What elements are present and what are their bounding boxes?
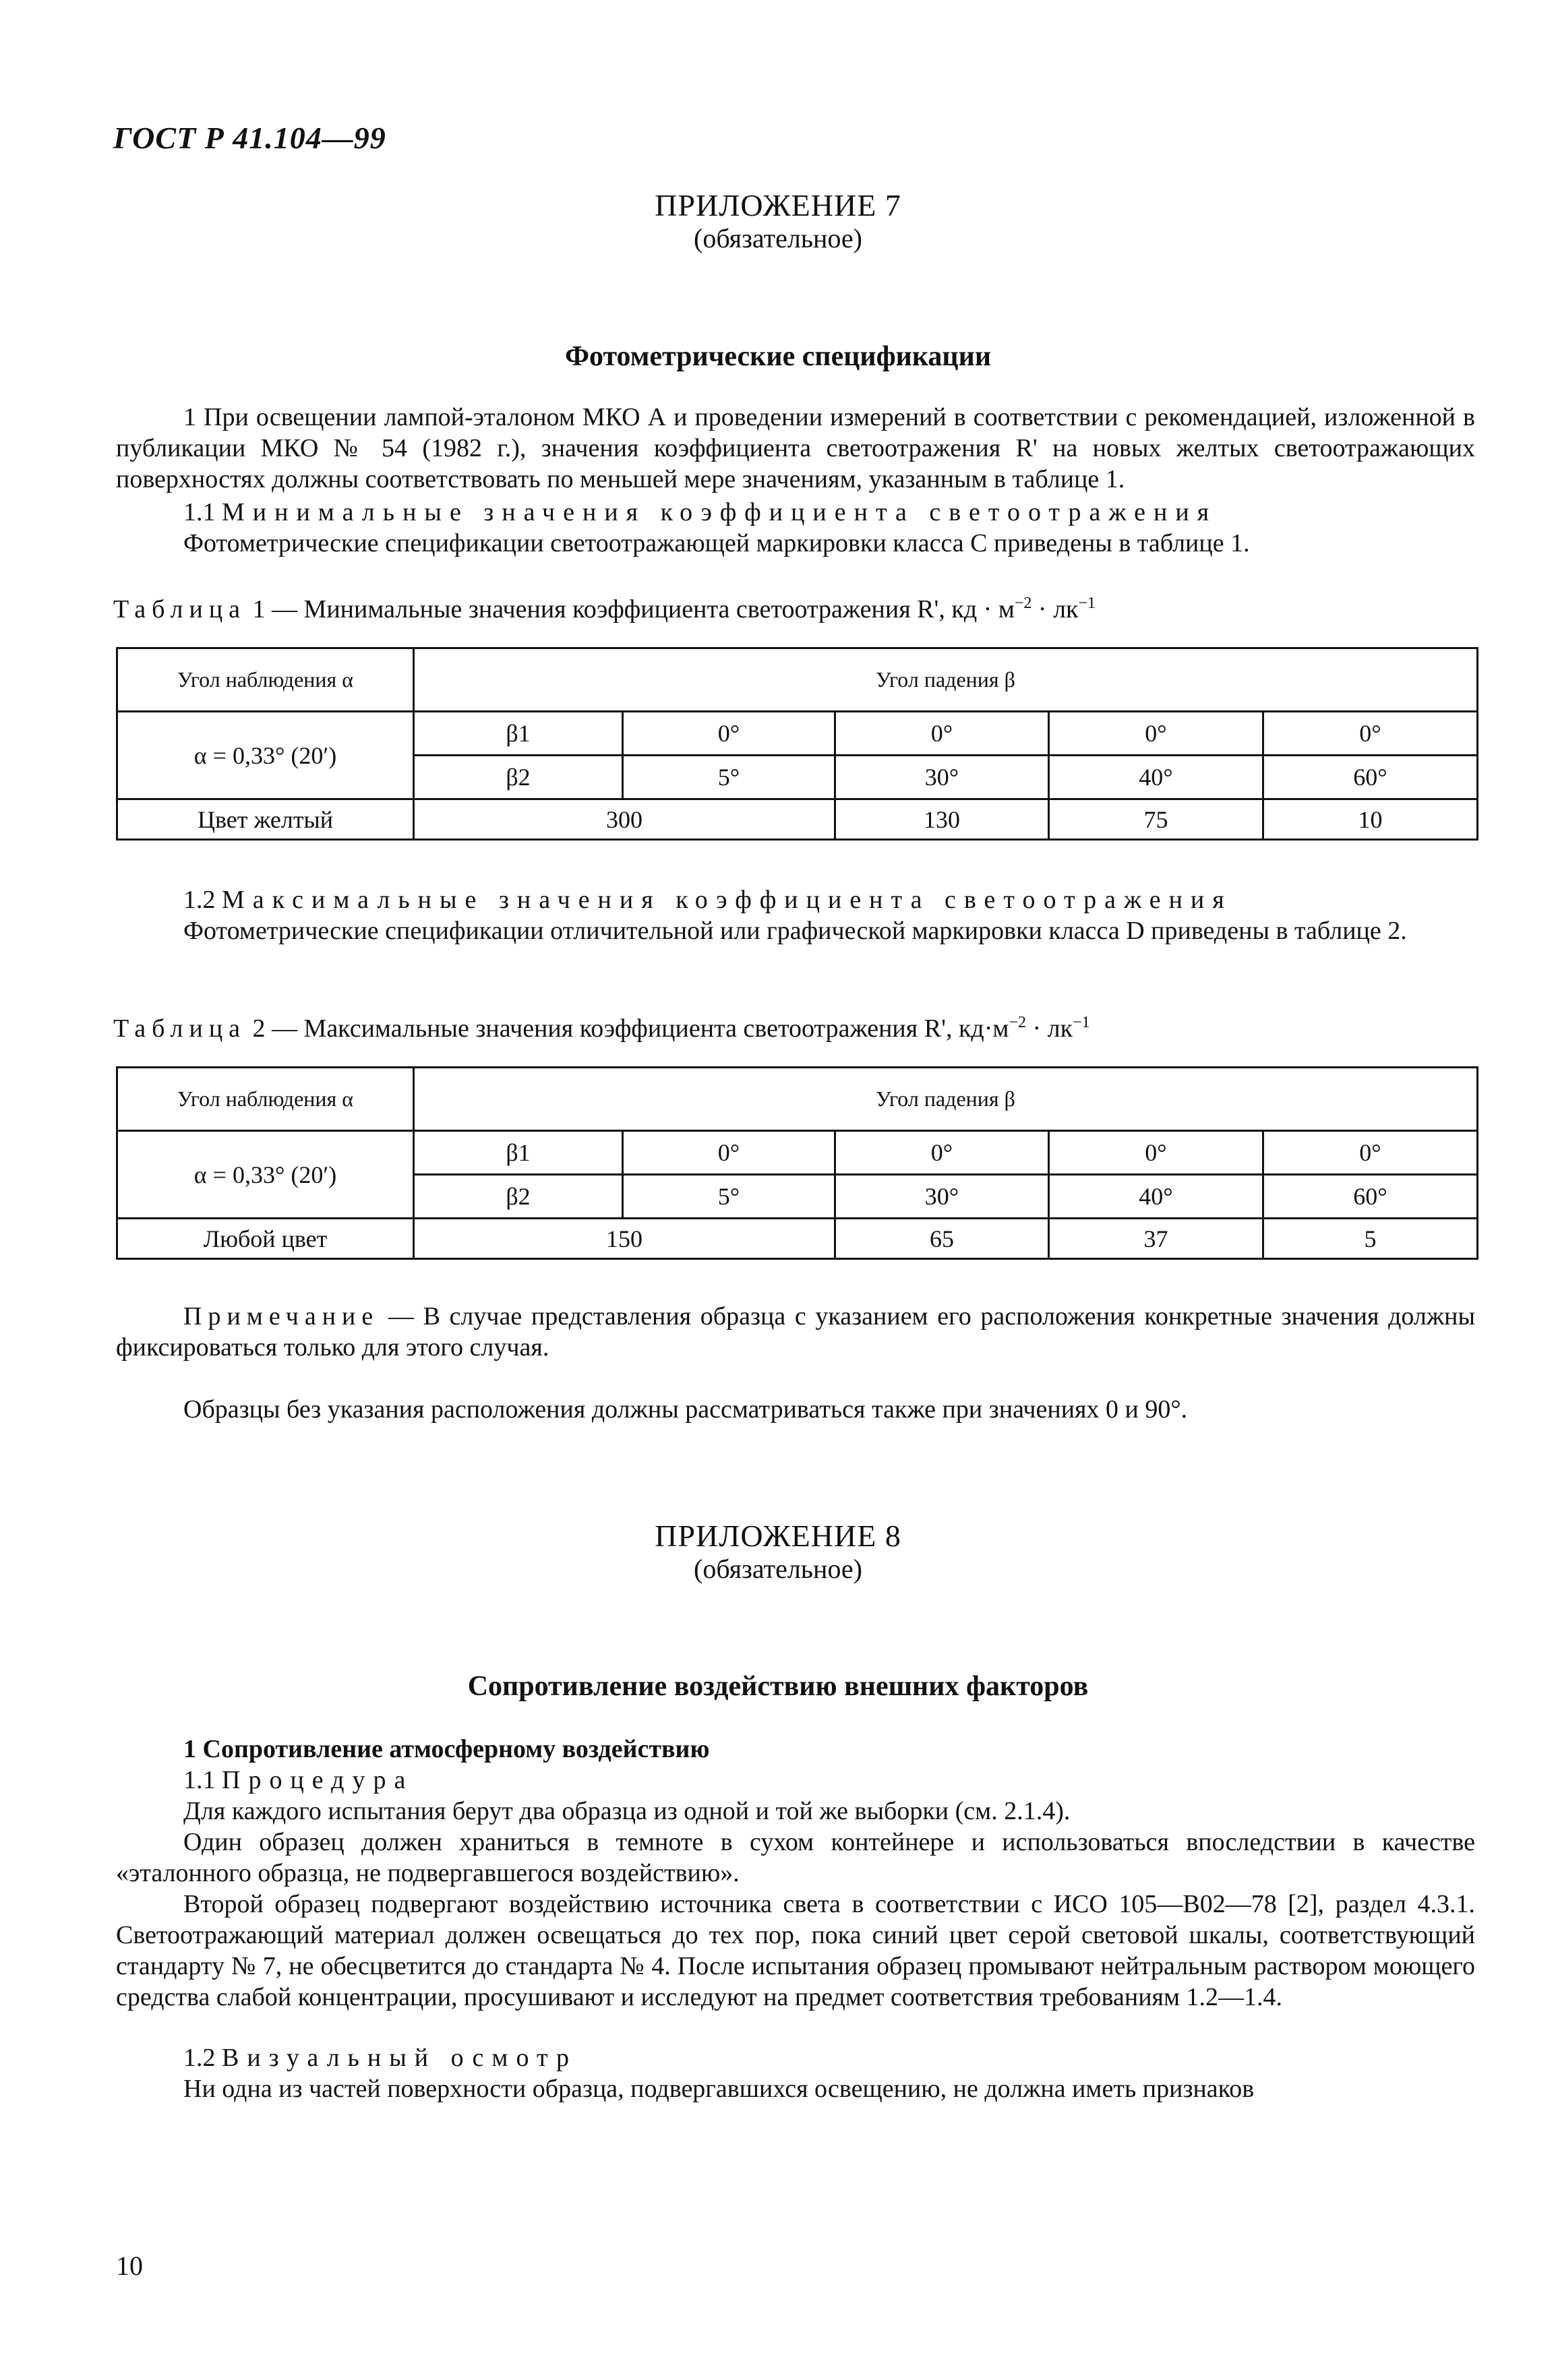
header-observation-angle: Угол наблюдения α [117, 648, 414, 712]
note-text: — В случае представления образца с указанием его расположения конкретные значения должны фиксироваться только для этого случая. [116, 1302, 1475, 1362]
appendix-7-title: ПРИЛОЖЕНИЕ 7 [655, 188, 901, 222]
table-cell: 10 [1263, 799, 1478, 840]
section-title: Визуальный осмотр [222, 2044, 578, 2072]
paragraph-reference-sample: Один образец должен храниться в темноте в сухом контейнере и использоваться впоследствии в качестве «эталонного образца, не подвергавшегося воздействию». [116, 1828, 1475, 1887]
section-title: Процедура [222, 1766, 414, 1794]
table-cell: 5° [623, 1175, 835, 1219]
table-cell: 0° [1049, 1131, 1263, 1175]
table-word: Таблица [113, 1014, 247, 1043]
header-incidence-angle: Угол падения β [414, 1068, 1478, 1131]
header-incidence-angle: Угол падения β [414, 648, 1478, 712]
paragraph-exposure: Второй образец подвергают воздействию источника света в соответствии с ИСО 105—В02—78 [2], раздел 4.3.1. Светоотражающий материал должен освещаться до тех пор, пока синий цвет серой световой шкалы, соответствующий стандарту № 7, не обесцветится до стандарта № 4. После испытания образец промывают нейтральным раствором моющего средства слабой концентрации, просушивают и исследуют на предмет соответствия требованиям 1.2—1.4. [116, 1890, 1475, 2011]
table-cell: 0° [623, 712, 835, 756]
section-number: 1.2 [183, 886, 216, 914]
table-cell: 0° [1263, 712, 1478, 756]
table-cell: 300 [414, 799, 835, 840]
beta2-label: β2 [414, 1175, 623, 1219]
table-cell: 65 [835, 1219, 1049, 1259]
table-cell: 40° [1049, 756, 1263, 799]
section-1-2-heading [183, 2042, 577, 2073]
table-cell: 60° [1263, 1175, 1478, 1219]
table-cell: 0° [1049, 712, 1263, 756]
section-number: 1.1 [183, 498, 216, 526]
section-number: 1.1 [183, 1766, 216, 1794]
appendix-7-subtitle: (обязательное) [694, 223, 862, 253]
table-2-caption: Таблица 2 — Максимальные значения коэффициента светоотражения R', $кд\cdot м^{-2} \cdot лк^{-1}$ [113, 1014, 1090, 1043]
table-cell: 30° [835, 756, 1049, 799]
note-word: Примечание [183, 1302, 380, 1331]
section-title: Минимальные значения коэффициента светоотражения [222, 498, 1218, 526]
section-1-1-text: Фотометрические спецификации светоотражающей маркировки класса С приведены в таблице 1. [183, 529, 1250, 557]
row-label: Любой цвет [117, 1219, 414, 1259]
table-cell: 0° [835, 1131, 1049, 1175]
table-cell: 37 [1049, 1219, 1263, 1259]
section-1-1-heading [183, 1765, 413, 1796]
table-cell: 0° [623, 1131, 835, 1175]
alpha-value: α = 0,33° (20′) [117, 1131, 414, 1219]
table-cell: 5 [1263, 1219, 1478, 1259]
table-cell: 60° [1263, 756, 1478, 799]
appendix-8-heading: Сопротивление воздействию внешних факторов [467, 1671, 1089, 1702]
header-observation-angle: Угол наблюдения α [117, 1068, 414, 1131]
paragraph-1: 1 При освещении лампой-эталоном МКО А и проведении измерений в соответствии с рекомендацией, изложенной в публикации МКО № 54 (1982 г.), значения коэффициента светоотражения R' на новых желтых светоотражающих поверхностях должны соответствовать по меньшей мере значениям, указанным в таблице 1. [116, 403, 1475, 493]
paragraph-samples: Для каждого испытания берут два образца из одной и той же выборки (см. 2.1.4). [183, 1797, 1071, 1825]
beta2-label: β2 [414, 756, 623, 799]
section-1-heading: 1 Сопротивление атмосферному воздействию [183, 1735, 710, 1763]
beta1-label: β1 [414, 712, 623, 756]
appendix-7-heading: Фотометрические спецификации [564, 341, 992, 372]
appendix-8-title: ПРИЛОЖЕНИЕ 8 [655, 1519, 901, 1553]
table-2 [116, 1066, 1478, 1260]
paragraph-visual-inspection: Ни одна из частей поверхности образца, подвергавшихся освещению, не должна иметь признаков [183, 2075, 1255, 2103]
table-cell: 0° [1263, 1131, 1478, 1175]
section-title: Максимальные значения коэффициента светоотражения [222, 886, 1232, 914]
page-number: 10 [116, 2251, 143, 2281]
table-cell: 5° [623, 756, 835, 799]
table-cell: 130 [835, 799, 1049, 840]
table-word: Таблица [113, 595, 247, 623]
table-cell: 30° [835, 1175, 1049, 1219]
section-number: 1.2 [183, 2044, 216, 2072]
document-code: ГОСТ Р 41.104—99 [113, 121, 386, 155]
note [116, 1301, 1475, 1363]
section-1-2-text: Фотометрические спецификации отличительной или графической маркировки класса D приведены в таблице 2. [183, 917, 1407, 945]
table-cell: 0° [835, 712, 1049, 756]
row-label: Цвет желтый [117, 799, 414, 840]
table-cell: 40° [1049, 1175, 1263, 1219]
beta1-label: β1 [414, 1131, 623, 1175]
appendix-8-subtitle: (обязательное) [694, 1554, 862, 1584]
table-cell: 150 [414, 1219, 835, 1259]
section-1-2-heading [183, 884, 1232, 915]
alpha-value: α = 0,33° (20′) [117, 712, 414, 799]
section-1-1-heading [183, 497, 1217, 528]
note-2: Образцы без указания расположения должны рассматриваться также при значениях 0 и 90°. [183, 1395, 1188, 1424]
table-cell: 75 [1049, 799, 1263, 840]
table-1-caption: Таблица 1 — Минимальные значения коэффициента светоотражения R', кд · $м^{-2} \cdot лк^{-1}$ [113, 594, 1096, 623]
table-1 [116, 647, 1478, 841]
